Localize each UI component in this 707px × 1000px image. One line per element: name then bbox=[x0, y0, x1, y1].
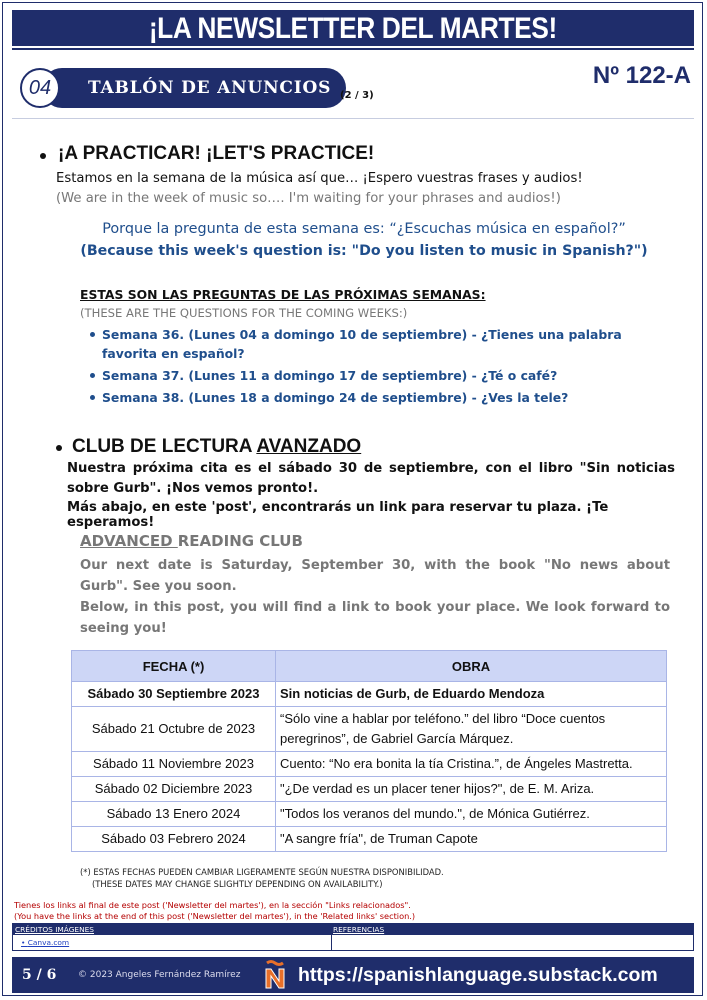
newsletter-title: ¡LA NEWSLETTER DEL MARTES! bbox=[148, 12, 558, 45]
canva-link[interactable]: • Canva.com bbox=[21, 938, 70, 947]
question-en: (Because this week's question is: "Do you listen to music in Spanish?") bbox=[80, 243, 648, 259]
club-en-para-2: Below, in this post, you will find a link to book your place. We look forward to seeing you! bbox=[80, 600, 670, 636]
table-row bbox=[72, 802, 667, 827]
credits-box bbox=[12, 923, 694, 951]
cell-date: Sábado 03 Febrero 2024 bbox=[72, 827, 276, 852]
page-number: 5 / 6 bbox=[22, 967, 57, 983]
cell-date: Sábado 02 Diciembre 2023 bbox=[72, 777, 276, 802]
list-item: Semana 38. (Lunes 18 a domingo 24 de septiembre) - ¿Ves la tele? bbox=[102, 388, 677, 407]
credits-references-label: REFERENCIAS bbox=[333, 925, 385, 934]
links-note-es: Tienes los links al final de este post ('Newsletter del martes'), en la sección "Links relacionados". bbox=[14, 900, 411, 910]
upcoming-title: ESTAS SON LAS PREGUNTAS DE LAS PRÓXIMAS SEMANAS: bbox=[80, 287, 486, 302]
column-header-work: OBRA bbox=[276, 651, 667, 682]
table-row bbox=[72, 682, 667, 707]
reading-schedule-table bbox=[71, 650, 667, 852]
club-en-title bbox=[80, 532, 303, 550]
table-row bbox=[72, 827, 667, 852]
issue-number: Nº 122-A bbox=[592, 62, 691, 89]
page-part: (2 / 3) bbox=[340, 90, 374, 101]
club-title-main: CLUB DE LECTURA bbox=[72, 436, 257, 457]
club-en-para-1: Our next date is Saturday, September 30, with the book "No news about Gurb". See you soon. bbox=[80, 558, 670, 594]
cell-date: Sábado 13 Enero 2024 bbox=[72, 802, 276, 827]
practice-line-en: (We are in the week of music so…. I'm waiting for your phrases and audios!) bbox=[56, 191, 561, 206]
footer-bar bbox=[12, 957, 694, 993]
newsletter-title-bar bbox=[12, 10, 694, 46]
cell-work: Cuento: “No era bonita la tía Cristina.”, de Ángeles Mastretta. bbox=[276, 752, 667, 777]
section-divider bbox=[12, 118, 694, 119]
section-number: 04 bbox=[20, 68, 60, 108]
club-title bbox=[72, 436, 361, 458]
cell-work: “Sólo vine a hablar por teléfono.” del libro “Doce cuentos peregrinos”, de Gabriel García Márquez. bbox=[276, 707, 667, 752]
dates-note-es: (*) ESTAS FECHAS PUEDEN CAMBIAR LIGERAMENTE SEGÚN NUESTRA DISPONIBILIDAD. bbox=[80, 867, 444, 877]
credits-images-label: CRÉDITOS IMÁGENES bbox=[15, 925, 94, 934]
table-row bbox=[72, 707, 667, 752]
cell-date: Sábado 21 Octubre de 2023 bbox=[72, 707, 276, 752]
list-item: Semana 36. (Lunes 04 a domingo 10 de septiembre) - ¿Tienes una palabra favorita en español? bbox=[102, 325, 677, 363]
practice-title: ¡A PRACTICAR! ¡LET'S PRACTICE! bbox=[58, 143, 375, 164]
section-title: TABLÓN DE ANUNCIOS bbox=[42, 68, 346, 108]
canva-link-text[interactable]: Canva.com bbox=[27, 938, 70, 947]
cell-work: "¿De verdad es un placer tener hijos?", de E. M. Ariza. bbox=[276, 777, 667, 802]
substack-url-link[interactable]: https://spanishlanguage.substack.com bbox=[298, 964, 658, 986]
list-item: Semana 37. (Lunes 11 a domingo 17 de septiembre) - ¿Té o café? bbox=[102, 366, 677, 385]
cell-work: Sin noticias de Gurb, de Eduardo Mendoza bbox=[276, 682, 667, 707]
cell-work: "A sangre fría", de Truman Capote bbox=[276, 827, 667, 852]
club-en-title-main: READING CLUB bbox=[177, 532, 303, 550]
links-note-en: (You have the links at the end of this post ('Newsletter del martes'), in the 'Related links' section.) bbox=[14, 911, 416, 921]
copyright: © 2023 Angeles Fernández Ramírez bbox=[78, 970, 241, 980]
column-header-date: FECHA (*) bbox=[72, 651, 276, 682]
practice-line-es: Estamos en la semana de la música así que… ¡Espero vuestras frases y audios! bbox=[56, 171, 583, 186]
club-para-1: Nuestra próxima cita es el sábado 30 de septiembre, con el libro "Sin noticias sobre Gurb". ¡Nos vemos pronto!. bbox=[67, 461, 675, 496]
dates-note-en: (THESE DATES MAY CHANGE SLIGHTLY DEPENDING ON AVAILABILITY.) bbox=[92, 879, 383, 889]
upcoming-title-en: (THESE ARE THE QUESTIONS FOR THE COMING WEEKS:) bbox=[80, 306, 408, 320]
title-rule bbox=[12, 48, 694, 50]
bullet-icon bbox=[40, 153, 46, 159]
n-tilde-logo-icon bbox=[260, 959, 290, 991]
question-es: Porque la pregunta de esta semana es: “¿Escuchas música en español?” bbox=[102, 221, 626, 237]
club-para-2: Más abajo, en este 'post', encontrarás un link para reservar tu plaza. ¡Te esperamos! bbox=[67, 500, 609, 530]
credits-divider bbox=[331, 924, 332, 950]
table-row bbox=[72, 752, 667, 777]
cell-date: Sábado 30 Septiembre 2023 bbox=[72, 682, 276, 707]
bullet-icon bbox=[56, 445, 62, 451]
dates-note bbox=[80, 866, 444, 890]
links-note bbox=[14, 900, 415, 922]
cell-date: Sábado 11 Noviembre 2023 bbox=[72, 752, 276, 777]
table-header-row bbox=[72, 651, 667, 682]
club-en-title-level: ADVANCED bbox=[80, 532, 178, 550]
table-row bbox=[72, 777, 667, 802]
club-title-level: AVANZADO bbox=[256, 436, 362, 457]
section-badge bbox=[20, 68, 332, 108]
cell-work: "Todos los veranos del mundo.", de Mónica Gutiérrez. bbox=[276, 802, 667, 827]
upcoming-questions-list bbox=[102, 325, 677, 410]
